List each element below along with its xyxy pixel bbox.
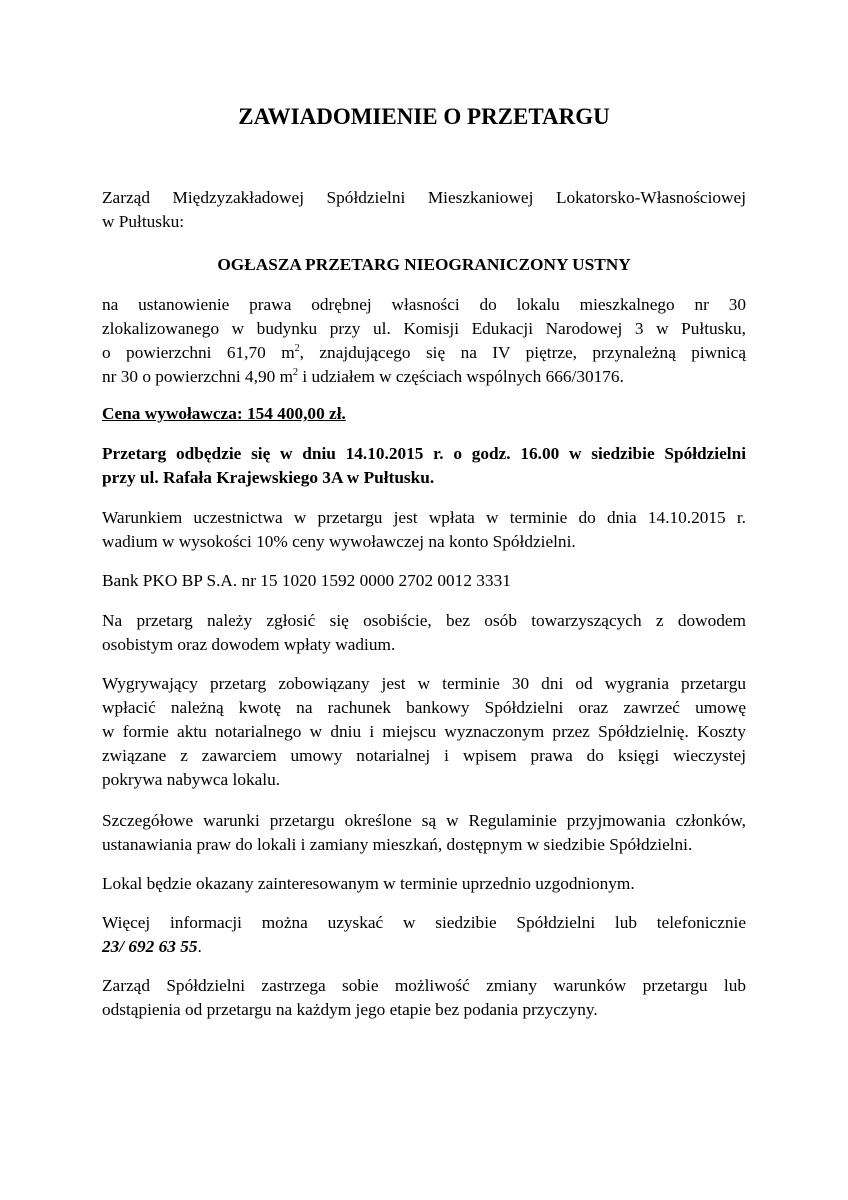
contact-line-1: Więcej informacji można uzyskać w siedzibie Spółdzielni lub telefonicznie: [102, 913, 746, 932]
subject-line-3: [102, 341, 746, 365]
winner-line-5: pokrywa nabywca lokalu.: [102, 770, 281, 789]
rules-line-2: ustanawiania praw do lokali i zamiany mieszkań, dostępnym w siedzibie Spółdzielni.: [102, 835, 693, 854]
contact-line-2: [102, 935, 746, 959]
winner-line-1: Wygrywający przetarg zobowiązany jest w terminie 30 dni od wygrania przetargu: [102, 674, 746, 693]
registration-paragraph: [102, 609, 746, 657]
unit-superscript: 2: [293, 367, 299, 378]
winner-paragraph: [102, 672, 746, 792]
subject-line-2: zlokalizowanego w budynku przy ul. Komisji Edukacji Narodowej 3 w Pułtusku,: [102, 319, 746, 338]
subject-line-1: na ustanowienie prawa odrębnej własności do lokalu mieszkalnego nr 30: [102, 295, 746, 314]
page-title: ZAWIADOMIENIE O PRZETARGU: [238, 104, 610, 129]
unit-superscript: 2: [294, 343, 300, 354]
subject-line-4: [102, 365, 746, 389]
rules-line-1: Szczegółowe warunki przetargu określone są w Regulaminie przyjmowania członków,: [102, 811, 746, 830]
phone-number: 23/ 692 63 55: [102, 937, 198, 956]
share-text: i udziałem w częściach wspólnych 666/30176.: [298, 367, 624, 386]
reservation-line-2: odstąpienia od przetargu na każdym jego etapie bez podania przyczyny.: [102, 1000, 598, 1019]
auction-details: [102, 442, 746, 490]
area-text: o powierzchni 61,70 m: [102, 343, 295, 362]
announcement-heading: OGŁASZA PRZETARG NIEOGRANICZONY USTNY: [217, 255, 631, 274]
starting-price: Cena wywoławcza: 154 400,00 zł.: [102, 404, 346, 423]
deposit-line-2: wadium w wysokości 10% ceny wywoławczej na konto Spółdzielni.: [102, 532, 576, 551]
winner-line-4: związane z zawarciem umowy notarialnej i wpisem prawa do księgi wieczystej: [102, 746, 746, 765]
reservation-paragraph: [102, 974, 746, 1022]
intro-line-2: w Pułtusku:: [102, 212, 185, 231]
winner-line-3: w formie aktu notarialnego w dniu i miejscu wyznaczonym przez Spółdzielnię. Koszty: [102, 722, 746, 741]
auction-line-2: przy ul. Rafała Krajewskiego 3A w Pułtusku.: [102, 468, 435, 487]
auction-line-1: Przetarg odbędzie się w dniu 14.10.2015 r. o godz. 16.00 w siedzibie Spółdzielni: [102, 444, 746, 463]
floor-text: , znajdującego się na IV piętrze, przynależną piwnicą: [299, 343, 746, 362]
deposit-line-1: Warunkiem uczestnictwa w przetargu jest wpłata w terminie do dnia 14.10.2015 r.: [102, 508, 746, 527]
subject-paragraph: [102, 293, 746, 389]
registration-line-1: Na przetarg należy zgłosić się osobiście, bez osób towarzyszących z dowodem: [102, 611, 746, 630]
intro-line-1: Zarząd Międzyzakładowej Spółdzielni Mieszkaniowej Lokatorsko-Własnościowej: [102, 188, 746, 207]
registration-line-2: osobistym oraz dowodem wpłaty wadium.: [102, 635, 396, 654]
deposit-paragraph: [102, 506, 746, 554]
rules-paragraph: [102, 809, 746, 857]
contact-paragraph: [102, 911, 746, 959]
winner-line-2: wpłacić należną kwotę na rachunek bankowy Spółdzielni oraz zawrzeć umowę: [102, 698, 746, 717]
viewing-paragraph: Lokal będzie okazany zainteresowanym w terminie uprzednio uzgodnionym.: [102, 874, 635, 893]
intro-paragraph: [102, 186, 746, 234]
cellar-text: nr 30 o powierzchni 4,90 m: [102, 367, 294, 386]
reservation-line-1: Zarząd Spółdzielni zastrzega sobie możliwość zmiany warunków przetargu lub: [102, 976, 746, 995]
phone-period: .: [197, 937, 202, 956]
bank-account: Bank PKO BP S.A. nr 15 1020 1592 0000 2702 0012 3331: [102, 571, 511, 590]
